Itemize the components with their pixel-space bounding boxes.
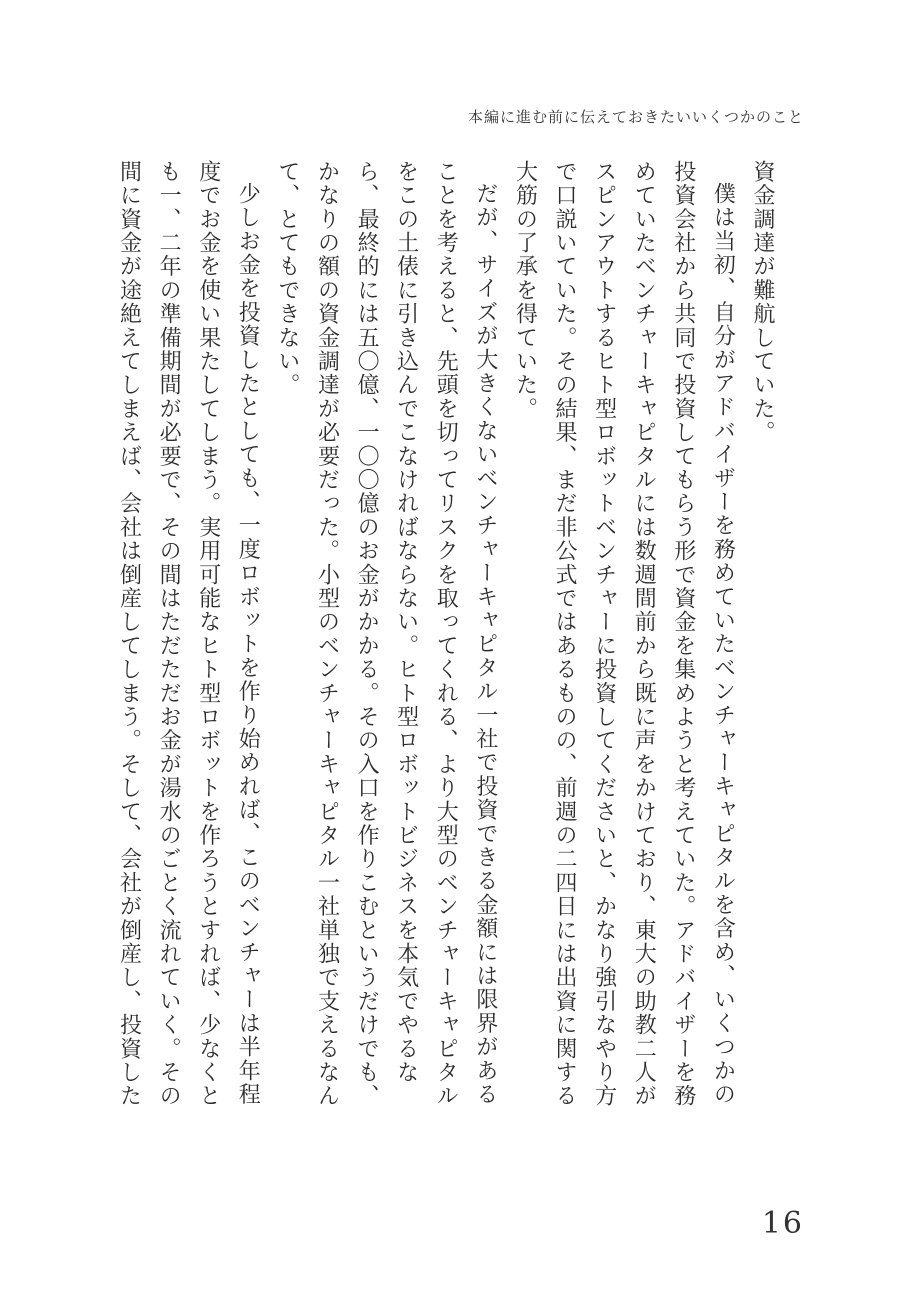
section-title: 資金調達が難航していた。 [750,160,775,445]
page-number: 16 [761,1206,804,1241]
paragraph-2: だが、サイズが大きくないベンチャーキャピタル一社で投資できる金額には限界があることを考えると、先頭を切ってリスクを取ってくれる、より大型のベンチャーキャピタルをこの土俵に引き込んでこなければならない。ヒト型ロボットビジネスを本気でやるなら、最終的には五〇億、一〇〇億のお金がかかる。その入口を作りこむというだけでも、かなりの額の資金調達が必要だった。小型のベンチャーキャピタル一社単独で支えるなんて、とてもできない。 [274,160,498,1108]
body-text [116,160,782,1110]
running-header: 本編に進む前に伝えておきたいいくつかのこと [467,108,804,126]
paragraph-3: 少しお金を投資したとしても、一度ロボットを作り始めれば、このベンチャーは半年程度でお金を使い果たしてしまう。実用可能なヒト型ロボットを作ろうとすれば、少なくとも一、二年の準備期間が必要で、その間はただただお金が湯水のごとく流れていく。その間に資金が途絶えてしまえば、会社は倒産してしまう。そして、会社が倒産し、投資した [116,160,261,1108]
paragraph-1: 僕は当初、自分がアドバイザーを務めていたベンチャーキャピタルを含め、いくつかの投資会社から共同で投資してもらう形で資金を集めようと考えていた。アドバイザーを務めていたベンチャーキャピタルには数週間前から既に声をかけており、東大の助教二人がスピンアウトするヒト型ロボットベンチャーに投資してくださいと、かなり強引なやり方で口説いていた。その結果、まだ非公式ではあるものの、前週の二四日には出資に関する大筋の了承を得ていた。 [512,160,736,1108]
